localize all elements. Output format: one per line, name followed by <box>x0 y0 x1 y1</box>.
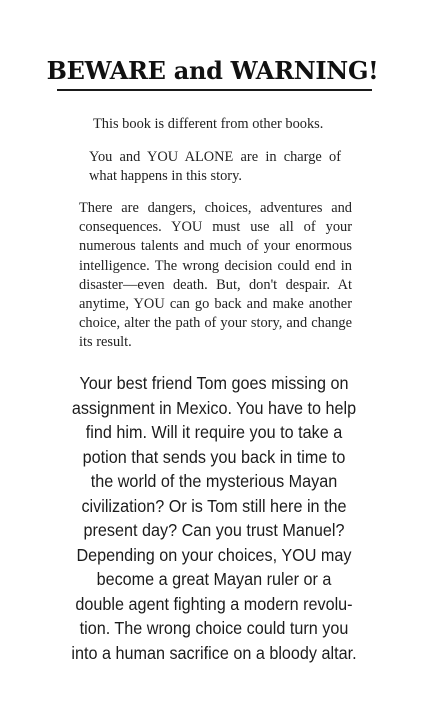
story-blurb: Your best friend Tom goes missing on assignment in Mexico. You have to help find him. Will it require you to take a potion that sends you back in time to the world of the mysterious Mayan civilization? Or is Tom still here in the present day? Can you trust Manuel? Depending on your choices, YOU may become a great Mayan ruler or a double agent fighting a modern revolu-tion. The wrong choice could turn you into a human sacrifice on a bloody altar. <box>71 373 357 663</box>
title-divider <box>57 89 372 91</box>
intro-paragraph-dangers: There are dangers, choices, adventures and consequences. YOU must use all of your numerous talents and much of your enormous intelligence. The wrong decision could end in disaster—even death. But, don't despair. At anytime, YOU can go back and make another choice, alter the path of your story, and change its result. <box>79 200 352 351</box>
page-title: BEWARE and WARNING! <box>46 56 379 85</box>
intro-paragraph-control: You and YOU ALONE are in charge of what happens in this story. <box>89 149 341 185</box>
intro-line: This book is different from other books. <box>93 116 324 132</box>
